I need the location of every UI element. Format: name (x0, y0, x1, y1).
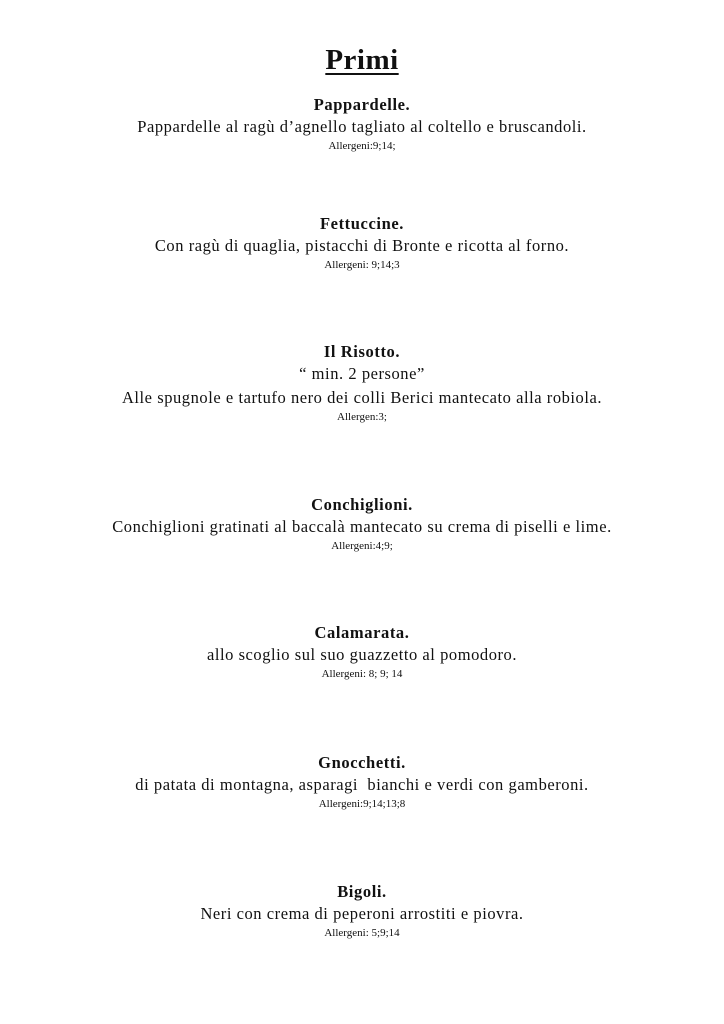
dish-allergens: Allergeni: 5;9;14 (324, 927, 400, 939)
dish-name: Bigoli. (337, 882, 387, 901)
dish-description: Neri con crema di peperoni arrostiti e piovra. (200, 904, 524, 923)
dish-name: Pappardelle. (313, 95, 411, 114)
dish-description: Con ragù di quaglia, pistacchi di Bronte e ricotta al forno. (154, 236, 570, 255)
dish-description: Alle spugnole e tartufo nero dei colli Berici mantecato alla robiola. (121, 388, 603, 407)
dish-allergens: Allergen:3; (337, 411, 387, 423)
dish-description: Conchiglioni gratinati al baccalà mantecato su crema di piselli e lime. (112, 517, 612, 536)
dish-allergens: Allergeni:4;9; (331, 540, 393, 552)
menu-item (0, 214, 724, 272)
dish-description: allo scoglio sul suo guazzetto al pomodoro. (206, 645, 518, 664)
dish-note: “ min. 2 persone” (299, 364, 425, 383)
dish-allergens: Allergeni: 9;14;3 (324, 259, 400, 271)
dish-name: Fettuccine. (319, 214, 405, 233)
menu-item (0, 495, 724, 553)
dish-allergens: Allergeni: 8; 9; 14 (321, 668, 403, 680)
dish-description: Pappardelle al ragù d’agnello tagliato al coltello e bruscandoli. (137, 117, 587, 136)
title-text: Primi (325, 44, 399, 76)
dish-allergens: Allergeni:9;14;13;8 (318, 798, 406, 810)
dish-description: di patata di montagna, asparagi bianchi e verdi con gamberoni. (135, 775, 589, 794)
dish-allergens: Allergeni:9;14; (328, 140, 396, 152)
menu-item (0, 95, 724, 153)
menu-item (0, 623, 724, 681)
page-title (0, 44, 724, 77)
dish-name: Calamarata. (314, 623, 410, 642)
dish-name: Conchiglioni. (311, 495, 413, 514)
menu-item (0, 342, 724, 424)
menu-item (0, 882, 724, 940)
dish-name: Gnocchetti. (318, 753, 406, 772)
dish-name: Il Risotto. (323, 342, 401, 361)
menu-item (0, 753, 724, 811)
